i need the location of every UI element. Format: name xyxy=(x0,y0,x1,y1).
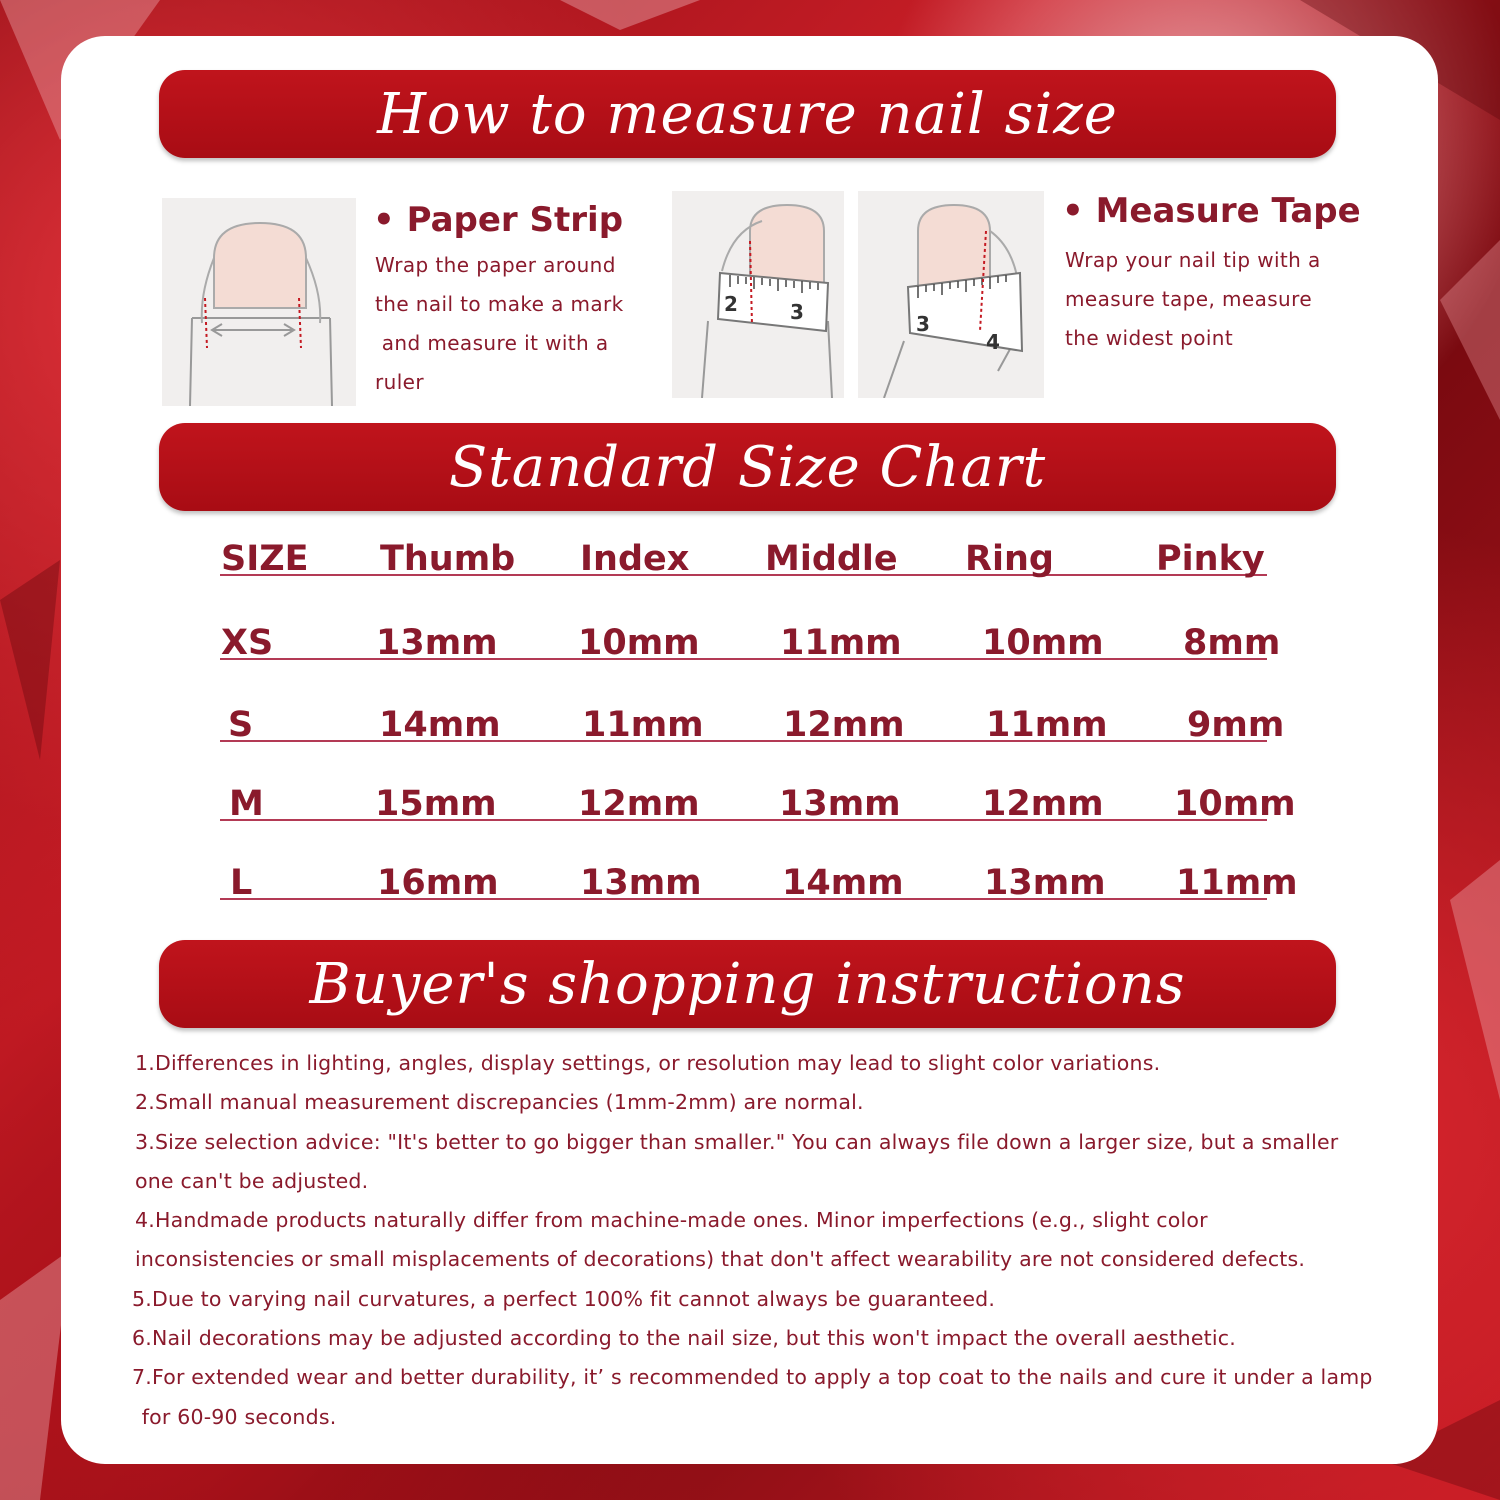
header-cell: Middle xyxy=(765,539,898,579)
size-row-s xyxy=(220,705,1285,745)
size-chart-header-row xyxy=(220,539,1267,579)
size-row-l xyxy=(220,863,1298,903)
instruction-line: 7.For extended wear and better durability, it’ s recommended to apply a top coat to the nails and cure it under a lamp xyxy=(132,1365,1373,1390)
measure-cell: 12mm xyxy=(783,705,905,745)
paper-strip-illustration xyxy=(162,198,356,406)
measure-cell: 13mm xyxy=(984,863,1106,903)
measure-banner xyxy=(159,70,1336,158)
size-row-xs xyxy=(220,623,1281,663)
header-cell: Ring xyxy=(965,539,1054,579)
measure-cell: 11mm xyxy=(986,705,1108,745)
instructions-list xyxy=(132,1044,1425,1437)
paper-strip-title: • Paper Strip xyxy=(373,200,624,240)
instructions-banner xyxy=(159,940,1336,1028)
header-cell: SIZE xyxy=(221,539,309,579)
measure-cell: 15mm xyxy=(375,784,497,824)
measure-cell: 11mm xyxy=(780,623,902,663)
measure-cell: 10mm xyxy=(578,623,700,663)
instruction-line: 6.Nail decorations may be adjusted according to the nail size, but this won't impact the overall aesthetic. xyxy=(132,1326,1236,1351)
header-cell: Pinky xyxy=(1156,539,1265,579)
size-cell: XS xyxy=(221,623,274,663)
tape-number: 3 xyxy=(916,312,930,336)
instruction-line: inconsistencies or small misplacements of decorations) that don't affect wearability are not considered defects. xyxy=(135,1247,1306,1272)
info-card xyxy=(61,36,1438,1464)
instruction-line: for 60-90 seconds. xyxy=(135,1404,337,1429)
measure-cell: 10mm xyxy=(1174,784,1296,824)
measure-tape-description: Wrap your nail tip with a measure tape, measure the widest point xyxy=(1065,248,1321,350)
measure-cell: 16mm xyxy=(377,863,499,903)
instructions-banner-title: Buyer's shopping instructions xyxy=(309,951,1186,1017)
size-chart-banner-title: Standard Size Chart xyxy=(448,434,1047,500)
measure-cell: 13mm xyxy=(376,623,498,663)
header-cell: Index xyxy=(580,539,690,579)
measure-cell: 14mm xyxy=(379,705,501,745)
header-cell: Thumb xyxy=(380,539,516,579)
measure-cell: 13mm xyxy=(580,863,702,903)
measure-cell: 10mm xyxy=(982,623,1104,663)
measure-cell: 9mm xyxy=(1187,705,1285,745)
instruction-line: one can't be adjusted. xyxy=(135,1168,369,1193)
measure-tape-illustration-1 xyxy=(672,191,844,398)
paper-strip-description: Wrap the paper around the nail to make a mark and measure it with a ruler xyxy=(375,253,624,394)
instruction-line: 2.Small manual measurement discrepancies (1mm-2mm) are normal. xyxy=(135,1090,864,1115)
tape-number: 3 xyxy=(790,300,804,324)
tape-number: 4 xyxy=(986,330,1000,354)
instruction-line: 3.Size selection advice: "It's better to go bigger than smaller." You can always file down a larger size, but a smaller xyxy=(135,1129,1339,1154)
size-cell: L xyxy=(230,863,253,903)
size-cell: S xyxy=(228,705,254,745)
measure-cell: 12mm xyxy=(578,784,700,824)
measure-cell: 11mm xyxy=(1176,863,1298,903)
measure-tape-title: • Measure Tape xyxy=(1062,191,1361,231)
measure-cell: 14mm xyxy=(782,863,904,903)
measure-cell: 13mm xyxy=(779,784,901,824)
size-chart-banner xyxy=(159,423,1336,511)
measure-tape-illustration-2 xyxy=(858,191,1044,398)
tape-number: 2 xyxy=(724,292,738,316)
measure-banner-title: How to measure nail size xyxy=(377,81,1118,147)
measure-cell: 12mm xyxy=(982,784,1104,824)
size-cell: M xyxy=(229,784,264,824)
measure-cell: 11mm xyxy=(582,705,704,745)
size-row-m xyxy=(220,784,1296,824)
measure-cell: 8mm xyxy=(1183,623,1281,663)
instruction-line: 1.Differences in lighting, angles, display settings, or resolution may lead to slight color variations. xyxy=(135,1051,1161,1075)
instruction-line: 5.Due to varying nail curvatures, a perfect 100% fit cannot always be guaranteed. xyxy=(132,1286,996,1311)
instruction-line: 4.Handmade products naturally differ from machine-made ones. Minor imperfections (e.g., slight color xyxy=(135,1208,1208,1233)
